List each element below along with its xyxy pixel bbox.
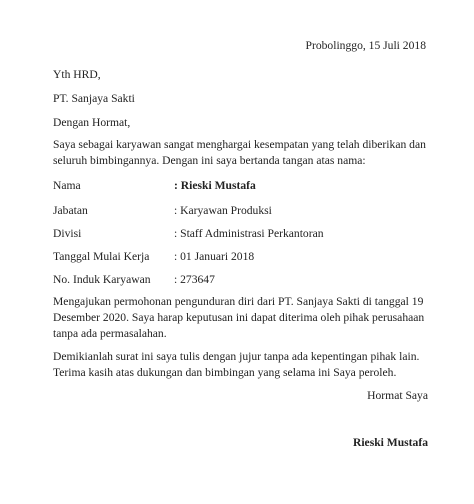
field-label-tanggal-mulai-kerja: Tanggal Mulai Kerja: [53, 250, 150, 263]
body-line-3: tanpa ada permasalahan.: [53, 327, 167, 340]
field-value-nama: : Rieski Mustafa: [174, 179, 256, 192]
closing-line-2: Terima kasih atas dukungan dan bimbingan yang selama ini Saya peroleh.: [53, 366, 397, 379]
field-value-tanggal-mulai-kerja: : 01 Januari 2018: [174, 250, 255, 263]
intro-paragraph: [53, 137, 433, 169]
field-value-no-induk-karyawan: : 273647: [174, 273, 215, 286]
intro-line-2: seluruh bimbingannya. Dengan ini saya bertanda tangan atas nama:: [53, 154, 366, 167]
field-label-nama: Nama: [53, 179, 81, 192]
intro-line-1: Saya sebagai karyawan sangat menghargai kesempatan yang telah diberikan dan: [53, 138, 426, 151]
closing-line-1: Demikianlah surat ini saya tulis dengan jujur tanpa ada kepentingan pihak lain.: [53, 350, 420, 363]
body-line-1: Mengajukan permohonan pengunduran diri dari PT. Sanjaya Sakti di tanggal 19: [53, 295, 424, 308]
field-label-divisi: Divisi: [53, 227, 82, 240]
closing-paragraph: [53, 349, 433, 381]
body-line-2: Desember 2020. Saya harap keputusan ini dapat diterima oleh pihak perusahaan: [53, 311, 425, 324]
place-date: Probolinggo, 15 Juli 2018: [305, 39, 426, 52]
regards: Hormat Saya: [367, 389, 428, 402]
recipient-line-2: PT. Sanjaya Sakti: [53, 92, 135, 105]
field-label-no-induk-karyawan: No. Induk Karyawan: [53, 273, 151, 286]
field-label-jabatan: Jabatan: [53, 204, 88, 217]
field-value-divisi: : Staff Administrasi Perkantoran: [174, 227, 324, 240]
body-paragraph: [53, 294, 433, 342]
recipient-line-1: Yth HRD,: [53, 68, 101, 81]
signer-name: Rieski Mustafa: [352, 436, 428, 449]
salutation: Dengan Hormat,: [53, 116, 131, 129]
field-value-jabatan: : Karyawan Produksi: [174, 204, 272, 217]
